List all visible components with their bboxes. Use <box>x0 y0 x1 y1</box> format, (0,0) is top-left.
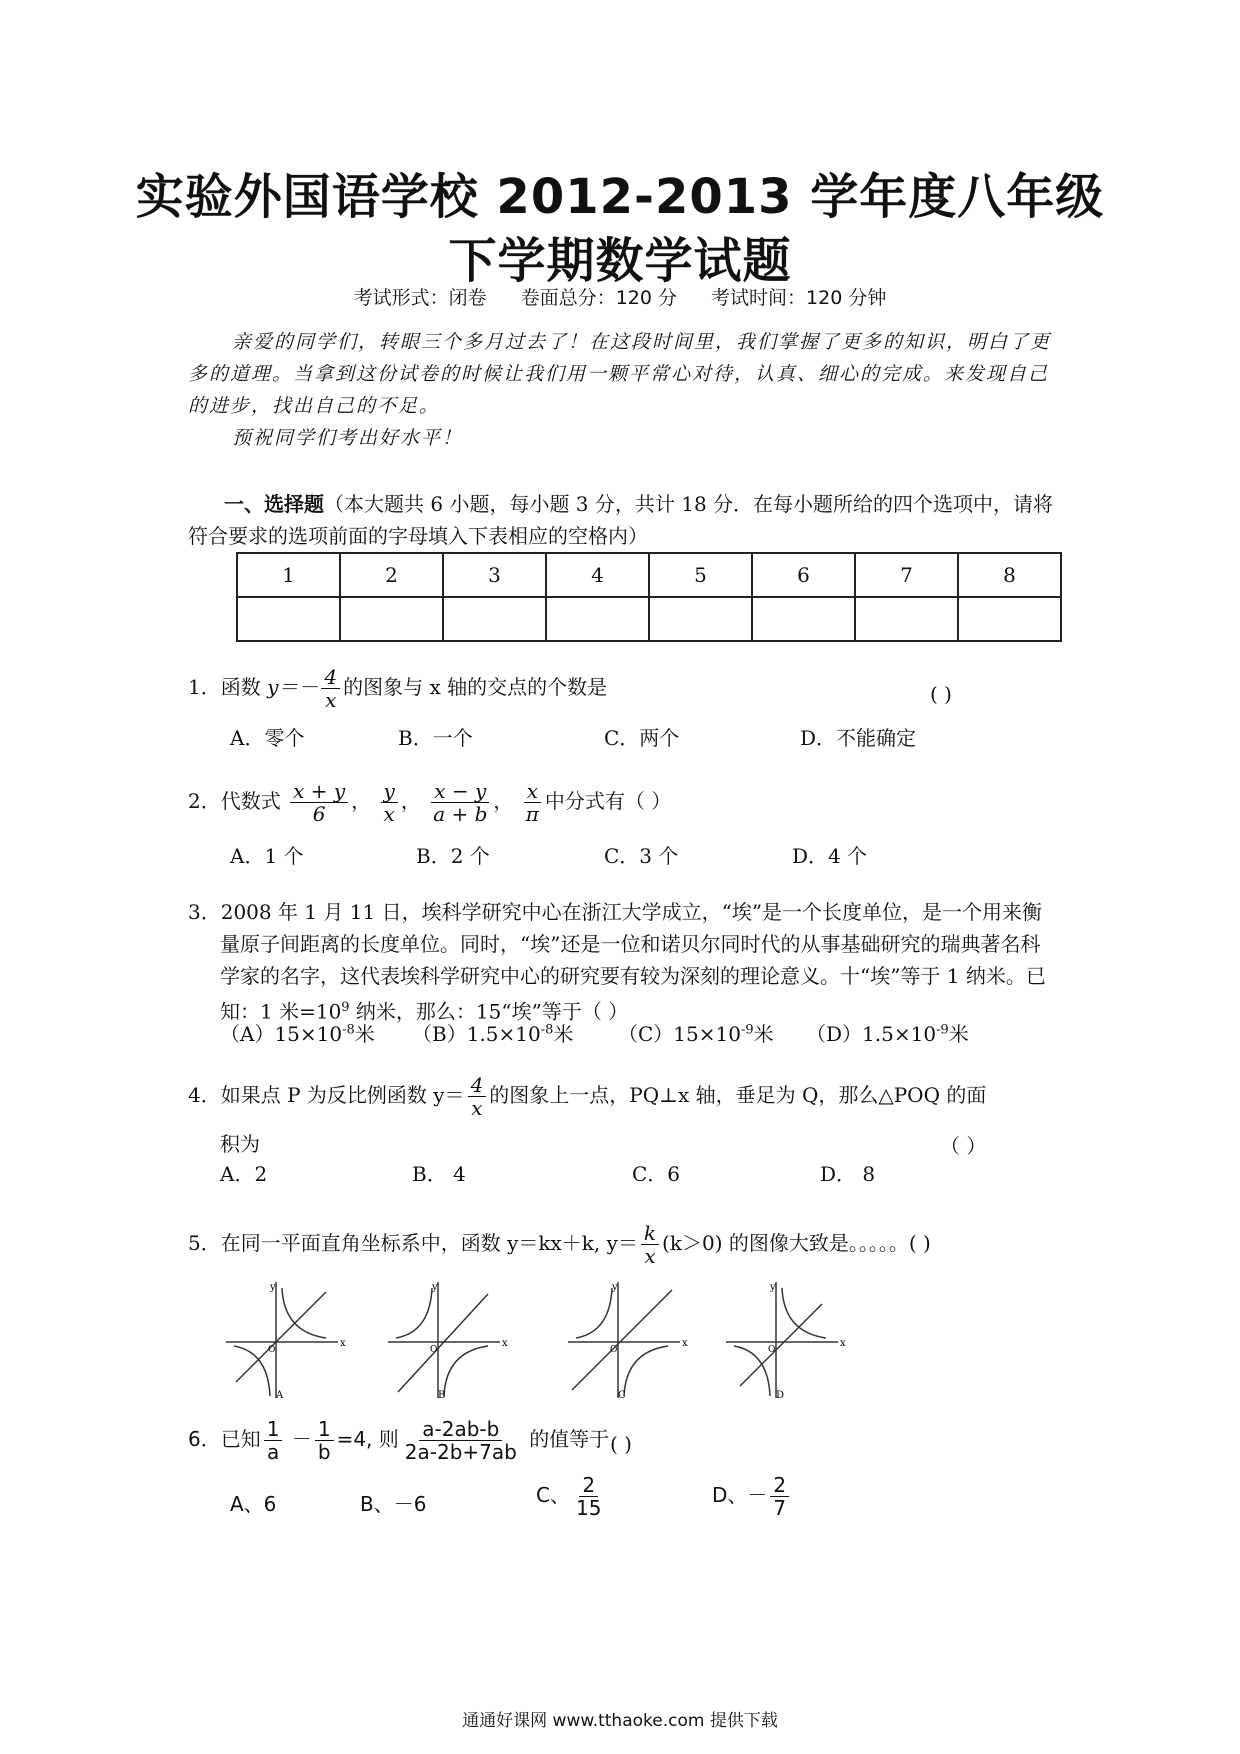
option-a[interactable]: A．2 <box>220 1162 268 1186</box>
section-heading <box>188 488 1058 552</box>
axis-x-label: x <box>502 1338 508 1349</box>
question-text: 在同一平面直角坐标系中，函数 y＝kx＋k, y＝ <box>220 1231 638 1255</box>
origin-label: O <box>430 1345 438 1355</box>
question-text: 的值等于 <box>529 1427 610 1451</box>
exponent: 9 <box>341 1000 350 1015</box>
answer-paren: ( ) <box>930 682 952 706</box>
exam-info <box>0 283 1240 310</box>
option-b[interactable]: B． 4 <box>412 1162 466 1186</box>
option-c[interactable]: C．6 <box>632 1162 681 1186</box>
answer-cell[interactable] <box>546 597 649 641</box>
denominator: 6 <box>312 802 326 826</box>
option-c[interactable]: C．3 个 <box>604 844 679 868</box>
question-text: 的图象上一点，PQ⊥x 轴，垂足为 Q，那么△POQ 的面 <box>489 1083 987 1107</box>
graph-label: A <box>276 1390 284 1400</box>
denominator: x <box>471 1096 483 1120</box>
option-b[interactable]: B．2 个 <box>416 844 490 868</box>
intro-paragraph: 亲爱的同学们，转眼三个多月过去了！在这段时间里，我们掌握了更多的知识，明白了更多的道理。当拿到这份试卷的时候让我们用一颗平常心对待，认真、细心的完成。来发现自己的进步，找出自己的不足。 <box>188 331 1052 417</box>
numerator: k <box>641 1222 659 1245</box>
denominator: b <box>317 1440 331 1464</box>
exam-form: 考试形式：闭卷 <box>353 287 487 309</box>
denominator: 2a-2b+7ab <box>404 1440 517 1464</box>
question-text: 代数式 <box>220 789 281 813</box>
exponent: -8 <box>342 1022 355 1038</box>
axis-x-label: x <box>682 1338 688 1349</box>
page-title: 实验外国语学校 2012-2013 学年度八年级 <box>135 169 1105 225</box>
numerator: 4 <box>321 666 340 689</box>
answer-cell[interactable] <box>443 597 546 641</box>
axis-y-label: y <box>270 1282 276 1293</box>
option-text: （A）15×10 <box>220 1022 343 1046</box>
question-6 <box>188 1418 609 1463</box>
question-text: 函数 <box>220 675 261 699</box>
axis-x-label: x <box>340 1338 346 1349</box>
numerator: 2 <box>579 1474 598 1497</box>
fraction <box>381 780 398 825</box>
answer-header-cell: 4 <box>546 553 649 597</box>
question-number: 1． <box>188 675 221 699</box>
answer-header-cell: 1 <box>237 553 340 597</box>
question-text: 已知 <box>220 1427 261 1451</box>
denominator: a + b <box>433 802 488 826</box>
answer-paren: （ ） <box>940 1134 987 1158</box>
fraction <box>402 1418 520 1463</box>
question-text: 纳米，那么：15“埃”等于（ ） <box>349 999 629 1024</box>
question-text: 2008 年 1 月 11 日，埃科学研究中心在浙江大学成立，“埃”是一个长度单位，是一个用来衡量原子间距离的长度单位。同时，“埃”还是一位和诺贝尔同时代的从事基础研究的瑞典著名科学家的名字，这代表埃科学研究中心的研究要有较为深刻的理论意义。十“埃”等于 1 纳米。已知：1 米=10 <box>220 900 1046 1024</box>
fraction <box>770 1474 789 1519</box>
answer-cell[interactable] <box>752 597 855 641</box>
denominator: x <box>325 688 337 712</box>
answer-header-cell: 3 <box>443 553 546 597</box>
question-number: 5． <box>188 1231 221 1255</box>
answer-header-cell: 8 <box>958 553 1061 597</box>
option-d[interactable] <box>806 1018 969 1047</box>
exponent: -8 <box>540 1022 554 1038</box>
option-a[interactable]: A．1 个 <box>230 844 304 868</box>
answer-cell[interactable] <box>340 597 443 641</box>
page-footer[interactable]: 通通好课网 www.tthaoke.com 提供下载 <box>462 1711 778 1731</box>
intro-wish: 预祝同学们考出好水平！ <box>232 427 464 449</box>
question-text: (k＞0) 的图像大致是。。。。。( ) <box>662 1231 931 1255</box>
answer-table <box>236 552 1062 642</box>
answer-table-row <box>237 597 1061 641</box>
option-c[interactable]: C．两个 <box>604 726 680 750</box>
question-text: 的图象与 x 轴的交点的个数是 <box>343 675 608 699</box>
fraction <box>468 1074 487 1119</box>
question-number: 3． <box>188 900 221 924</box>
axis-x-label: x <box>840 1338 846 1349</box>
origin-label: O <box>610 1345 618 1355</box>
question-number: 2． <box>188 789 221 813</box>
graph-label: D <box>776 1390 785 1400</box>
answer-cell[interactable] <box>649 597 752 641</box>
option-a[interactable]: A．零个 <box>230 726 305 750</box>
denominator: a <box>266 1440 280 1464</box>
axis-y-label: y <box>770 1282 776 1293</box>
answer-header-cell: 6 <box>752 553 855 597</box>
graph-option-b[interactable] <box>388 1280 508 1400</box>
graph-option-d[interactable] <box>726 1280 846 1400</box>
fraction <box>430 780 490 825</box>
answer-header-cell: 2 <box>340 553 443 597</box>
answer-cell[interactable] <box>237 597 340 641</box>
fraction <box>321 666 340 711</box>
answer-cell[interactable] <box>958 597 1061 641</box>
fraction <box>523 780 542 825</box>
graph-option-c[interactable] <box>568 1280 688 1400</box>
question-text: =4, 则 <box>336 1427 399 1451</box>
option-b[interactable]: B、－6 <box>360 1492 427 1516</box>
graph-option-a[interactable] <box>226 1280 346 1400</box>
option-a[interactable] <box>220 1018 375 1047</box>
question-1 <box>188 666 607 711</box>
answer-header-cell: 5 <box>649 553 752 597</box>
option-unit: 米 <box>948 1022 969 1046</box>
option-text: （D）1.5×10 <box>806 1022 937 1046</box>
axis-y-label: y <box>612 1282 618 1293</box>
section-title: 一、选择题 <box>224 492 324 516</box>
exponent: -9 <box>936 1022 949 1038</box>
fraction <box>264 1418 283 1463</box>
numerator: a-2ab-b <box>419 1418 502 1441</box>
fraction <box>315 1418 334 1463</box>
numerator: x + y <box>290 780 348 803</box>
option-a[interactable]: A、6 <box>230 1492 277 1516</box>
question-2: 2．代数式 $\frac{x + y}{6}$ ， $\frac{y}{x}$ ， $\frac{x - y}{a + b}$ ， $\frac{x}{\pi}$ 中分式有（ ） <box>188 779 672 826</box>
option-text: C、 <box>536 1483 570 1507</box>
origin-label: O <box>768 1345 776 1355</box>
denominator: x <box>644 1244 656 1268</box>
graph-label: B <box>438 1390 446 1400</box>
page-subtitle: 下学期数学试题 <box>448 233 792 289</box>
option-d[interactable] <box>712 1474 792 1519</box>
exponent: -9 <box>740 1022 754 1038</box>
answer-cell[interactable] <box>855 597 958 641</box>
numerator: y <box>381 780 398 803</box>
question-4 <box>188 1074 986 1119</box>
answer-table-header <box>237 553 1061 597</box>
axis-y-label: y <box>432 1282 438 1293</box>
answer-header-cell: 7 <box>855 553 958 597</box>
denominator: x <box>383 802 395 826</box>
question-5 <box>188 1222 931 1267</box>
denominator: π <box>525 802 539 826</box>
numerator: 2 <box>770 1474 789 1497</box>
question-number: 6． <box>188 1427 221 1451</box>
option-c[interactable] <box>618 1018 774 1047</box>
origin-label: O <box>268 1345 276 1355</box>
option-d[interactable]: D．4 个 <box>792 844 868 868</box>
exam-total: 卷面总分：120 分 <box>520 287 677 309</box>
numerator: 4 <box>468 1074 487 1097</box>
answer-paren: ( ) <box>610 1432 632 1456</box>
question-4-line2: 积为 <box>220 1132 260 1156</box>
numerator: x − y <box>431 780 489 803</box>
option-unit: 米 <box>354 1022 375 1046</box>
option-text: （C）15×10 <box>618 1022 741 1046</box>
option-unit: 米 <box>553 1022 574 1046</box>
option-c[interactable] <box>536 1474 607 1519</box>
denominator: 15 <box>575 1496 602 1520</box>
graph-label: C <box>618 1390 626 1400</box>
option-d[interactable]: D．不能确定 <box>800 726 917 750</box>
numerator: 1 <box>315 1418 334 1441</box>
option-b[interactable] <box>412 1018 573 1047</box>
option-text: D、－ <box>712 1483 768 1507</box>
question-text: 中分式有（ ） <box>544 789 672 813</box>
option-d[interactable]: D． 8 <box>820 1162 876 1186</box>
operator: － <box>291 1427 312 1451</box>
question-text: 如果点 P 为反比例函数 y＝ <box>220 1083 465 1107</box>
fraction <box>573 1474 604 1519</box>
question-number: 4． <box>188 1083 221 1107</box>
numerator: 1 <box>264 1418 283 1441</box>
denominator: 7 <box>773 1496 787 1520</box>
fraction <box>641 1222 659 1267</box>
question-3 <box>188 896 1058 1028</box>
option-b[interactable]: B．一个 <box>398 726 473 750</box>
section-desc: （本大题共 6 小题，每小题 3 分，共计 18 分．在每小题所给的四个选项中，请将符合要求的选项前面的字母填入下表相应的空格内） <box>188 492 1054 548</box>
fraction <box>290 780 348 825</box>
numerator: x <box>524 780 541 803</box>
option-text: （B）1.5×10 <box>412 1022 541 1046</box>
exam-time: 考试时间：120 分钟 <box>711 287 887 309</box>
option-unit: 米 <box>753 1022 774 1046</box>
math-expr: y＝－ <box>267 675 319 699</box>
